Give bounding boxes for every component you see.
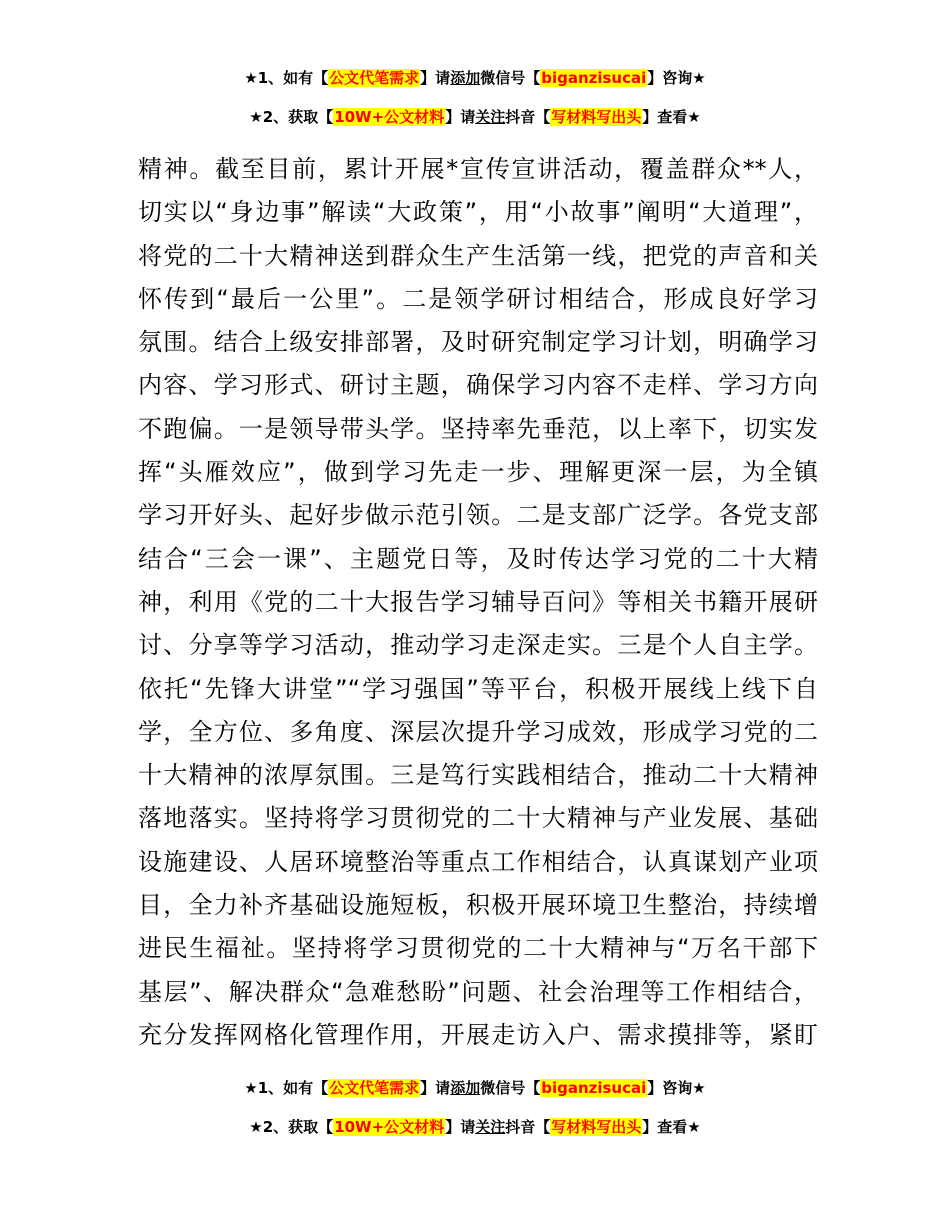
body-line: 学习开好头、起好步做示范引领。二是支部广泛学。各党支部 bbox=[138, 501, 818, 530]
notice-emphasis: 关注 bbox=[475, 1118, 506, 1136]
body-line: 结合“三会一课”、主题党日等，及时传达学习党的二十大精 bbox=[138, 544, 818, 573]
body-line: 神，利用《党的二十大报告学习辅导百问》等相关书籍开展研 bbox=[138, 587, 818, 616]
body-line: 不跑偏。一是领导带头学。坚持率先垂范，以上率下，切实发 bbox=[138, 414, 818, 443]
body-line: 依托“先锋大讲堂”“学习强国”等平台，积极开展线上线下自 bbox=[138, 674, 818, 703]
document-body bbox=[138, 148, 818, 1057]
body-line: 讨、分享等学习活动，推动学习走深走实。三是个人自主学。 bbox=[138, 631, 818, 660]
footer-notice-line-2 bbox=[0, 1117, 950, 1137]
douyin-account-highlight: 写材料写出头 bbox=[551, 1118, 642, 1136]
body-line: 挥“头雁效应”，做到学习先走一步、理解更深一层，为全镇 bbox=[138, 458, 818, 487]
notice-text: 】请 bbox=[445, 108, 476, 126]
body-line: 进民生福祉。坚持将学习贯彻党的二十大精神与“万名干部下 bbox=[138, 934, 818, 963]
body-line: 落地落实。坚持将学习贯彻党的二十大精神与产业发展、基础 bbox=[138, 804, 818, 833]
notice-suffix: 】查看★ bbox=[642, 1118, 701, 1136]
materials-highlight: 10W+公文材料 bbox=[334, 108, 445, 126]
notice-text: 抖音【 bbox=[505, 1118, 551, 1136]
ghostwriting-highlight: 公文代笔需求 bbox=[329, 1079, 420, 1097]
body-line: 充分发挥网格化管理作用，开展走访入户、需求摸排等，紧盯 bbox=[138, 1020, 818, 1049]
body-line: 学，全方位、多角度、深层次提升学习成效，形成学习党的二 bbox=[138, 717, 818, 746]
notice-text: 抖音【 bbox=[505, 108, 551, 126]
body-line: 精神。截至目前，累计开展*宣传宣讲活动，覆盖群众**人， bbox=[138, 155, 818, 183]
notice-prefix: ★2、获取【 bbox=[249, 1118, 334, 1136]
body-line: 将党的二十大精神送到群众生产生活第一线，把党的声音和关 bbox=[138, 241, 818, 270]
notice-prefix: ★1、如有【 bbox=[244, 1079, 329, 1097]
notice-text: 】请 bbox=[420, 69, 451, 87]
body-line: 内容、学习形式、研讨主题，确保学习内容不走样、学习方向 bbox=[138, 371, 818, 400]
wechat-id-highlight: biganzisucai bbox=[541, 1079, 647, 1097]
notice-text: 】请 bbox=[445, 1118, 476, 1136]
notice-suffix: 】查看★ bbox=[642, 108, 701, 126]
notice-suffix: 】咨询★ bbox=[647, 1079, 706, 1097]
notice-suffix: 】咨询★ bbox=[647, 69, 706, 87]
notice-text: 微信号【 bbox=[480, 1079, 541, 1097]
body-line: 设施建设、人居环境整治等重点工作相结合，认真谋划产业项 bbox=[138, 847, 818, 876]
notice-prefix: ★2、获取【 bbox=[249, 108, 334, 126]
notice-text: 微信号【 bbox=[480, 69, 541, 87]
body-line: 基层”、解决群众“急难愁盼”问题、社会治理等工作相结合， bbox=[138, 977, 818, 1006]
header-notice-line-2 bbox=[0, 107, 950, 127]
header-notice-line-1 bbox=[0, 68, 950, 88]
notice-emphasis: 添加 bbox=[450, 69, 481, 87]
body-line: 切实以“身边事”解读“大政策”，用“小故事”阐明“大道理”， bbox=[138, 198, 818, 227]
materials-highlight: 10W+公文材料 bbox=[334, 1118, 445, 1136]
body-line: 氛围。结合上级安排部署，及时研究制定学习计划，明确学习 bbox=[138, 328, 818, 357]
body-line: 怀传到“最后一公里”。二是领学研讨相结合，形成良好学习 bbox=[138, 284, 818, 313]
body-line: 目，全力补齐基础设施短板，积极开展环境卫生整治，持续增 bbox=[138, 891, 818, 920]
body-line: 十大精神的浓厚氛围。三是笃行实践相结合，推动二十大精神 bbox=[138, 761, 818, 790]
ghostwriting-highlight: 公文代笔需求 bbox=[329, 69, 420, 87]
notice-emphasis: 关注 bbox=[475, 108, 506, 126]
wechat-id-highlight: biganzisucai bbox=[541, 69, 647, 87]
footer-notice-line-1 bbox=[0, 1078, 950, 1098]
notice-prefix: ★1、如有【 bbox=[244, 69, 329, 87]
douyin-account-highlight: 写材料写出头 bbox=[551, 108, 642, 126]
notice-emphasis: 添加 bbox=[450, 1079, 481, 1097]
notice-text: 】请 bbox=[420, 1079, 451, 1097]
